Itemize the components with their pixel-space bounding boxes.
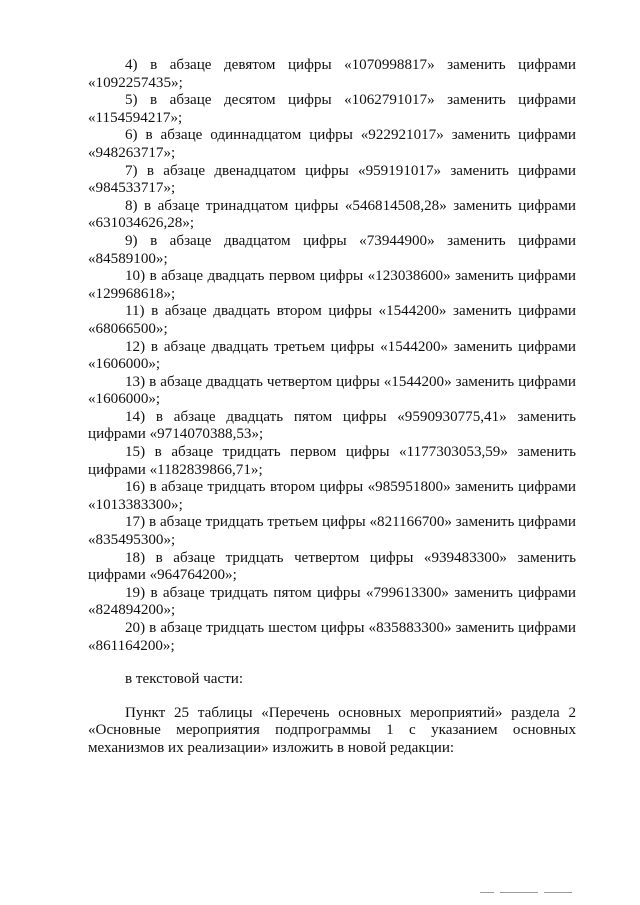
amendment-item-5: 5) в абзаце десятом цифры «1062791017» заменить цифрами «1154594217»; [88,92,576,126]
document-body [88,57,576,758]
amendment-item-7: 7) в абзаце двенадцатом цифры «959191017» заменить цифрами «984533717»; [88,162,576,197]
amendment-item-16: 16) в абзаце тридцать втором цифры «985951800» заменить цифрами «1013383300»; [88,479,576,513]
amendment-item-19: 19) в абзаце тридцать пятом цифры «799613300» заменить цифрами «824894200»; [88,584,576,619]
amendment-item-18: 18) в абзаце тридцать четвертом цифры «939483300» заменить цифрами «964764200»; [88,549,576,584]
amendment-item-4: 4) в абзаце девятом цифры «1070998817» заменить цифрами «1092257435»; [88,57,576,91]
final-paragraph: Пункт 25 таблицы «Перечень основных мероприятий» раздела 2 «Основные мероприятия подпрограммы 1 с указанием основных механизмов их реализации» изложить в новой редакции: [88,704,576,756]
footer-scan-marks [480,890,580,894]
amendment-item-13: 13) в абзаце двадцать четвертом цифры «1544200» заменить цифрами «1606000»; [88,373,576,408]
amendment-item-8: 8) в абзаце тринадцатом цифры «546814508,28» заменить цифрами «631034626,28»; [88,197,576,232]
amendment-item-20: 20) в абзаце тридцать шестом цифры «835883300» заменить цифрами «861164200»; [88,620,576,654]
amendment-item-6: 6) в абзаце одиннадцатом цифры «922921017» заменить цифрами «948263717»; [88,127,576,161]
amendment-item-12: 12) в абзаце двадцать третьем цифры «1544200» заменить цифрами «1606000»; [88,338,576,373]
amendment-item-14: 14) в абзаце двадцать пятом цифры «9590930775,41» заменить цифрами «9714070388,53»; [88,408,576,443]
amendment-item-15: 15) в абзаце тридцать первом цифры «1177303053,59» заменить цифрами «1182839866,71»; [88,444,576,478]
footer-mark [544,892,572,893]
footer-mark [500,892,538,893]
amendment-item-10: 10) в абзаце двадцать первом цифры «123038600» заменить цифрами «129968618»; [88,268,576,302]
amendment-item-17: 17) в абзаце тридцать третьем цифры «821166700» заменить цифрами «835495300»; [88,514,576,549]
amendment-item-11: 11) в абзаце двадцать втором цифры «1544200» заменить цифрами «68066500»; [88,303,576,337]
footer-mark [480,892,494,893]
amendment-item-9: 9) в абзаце двадцатом цифры «73944900» заменить цифрами «84589100»; [88,232,576,267]
section-label: в текстовой части: [125,671,244,688]
